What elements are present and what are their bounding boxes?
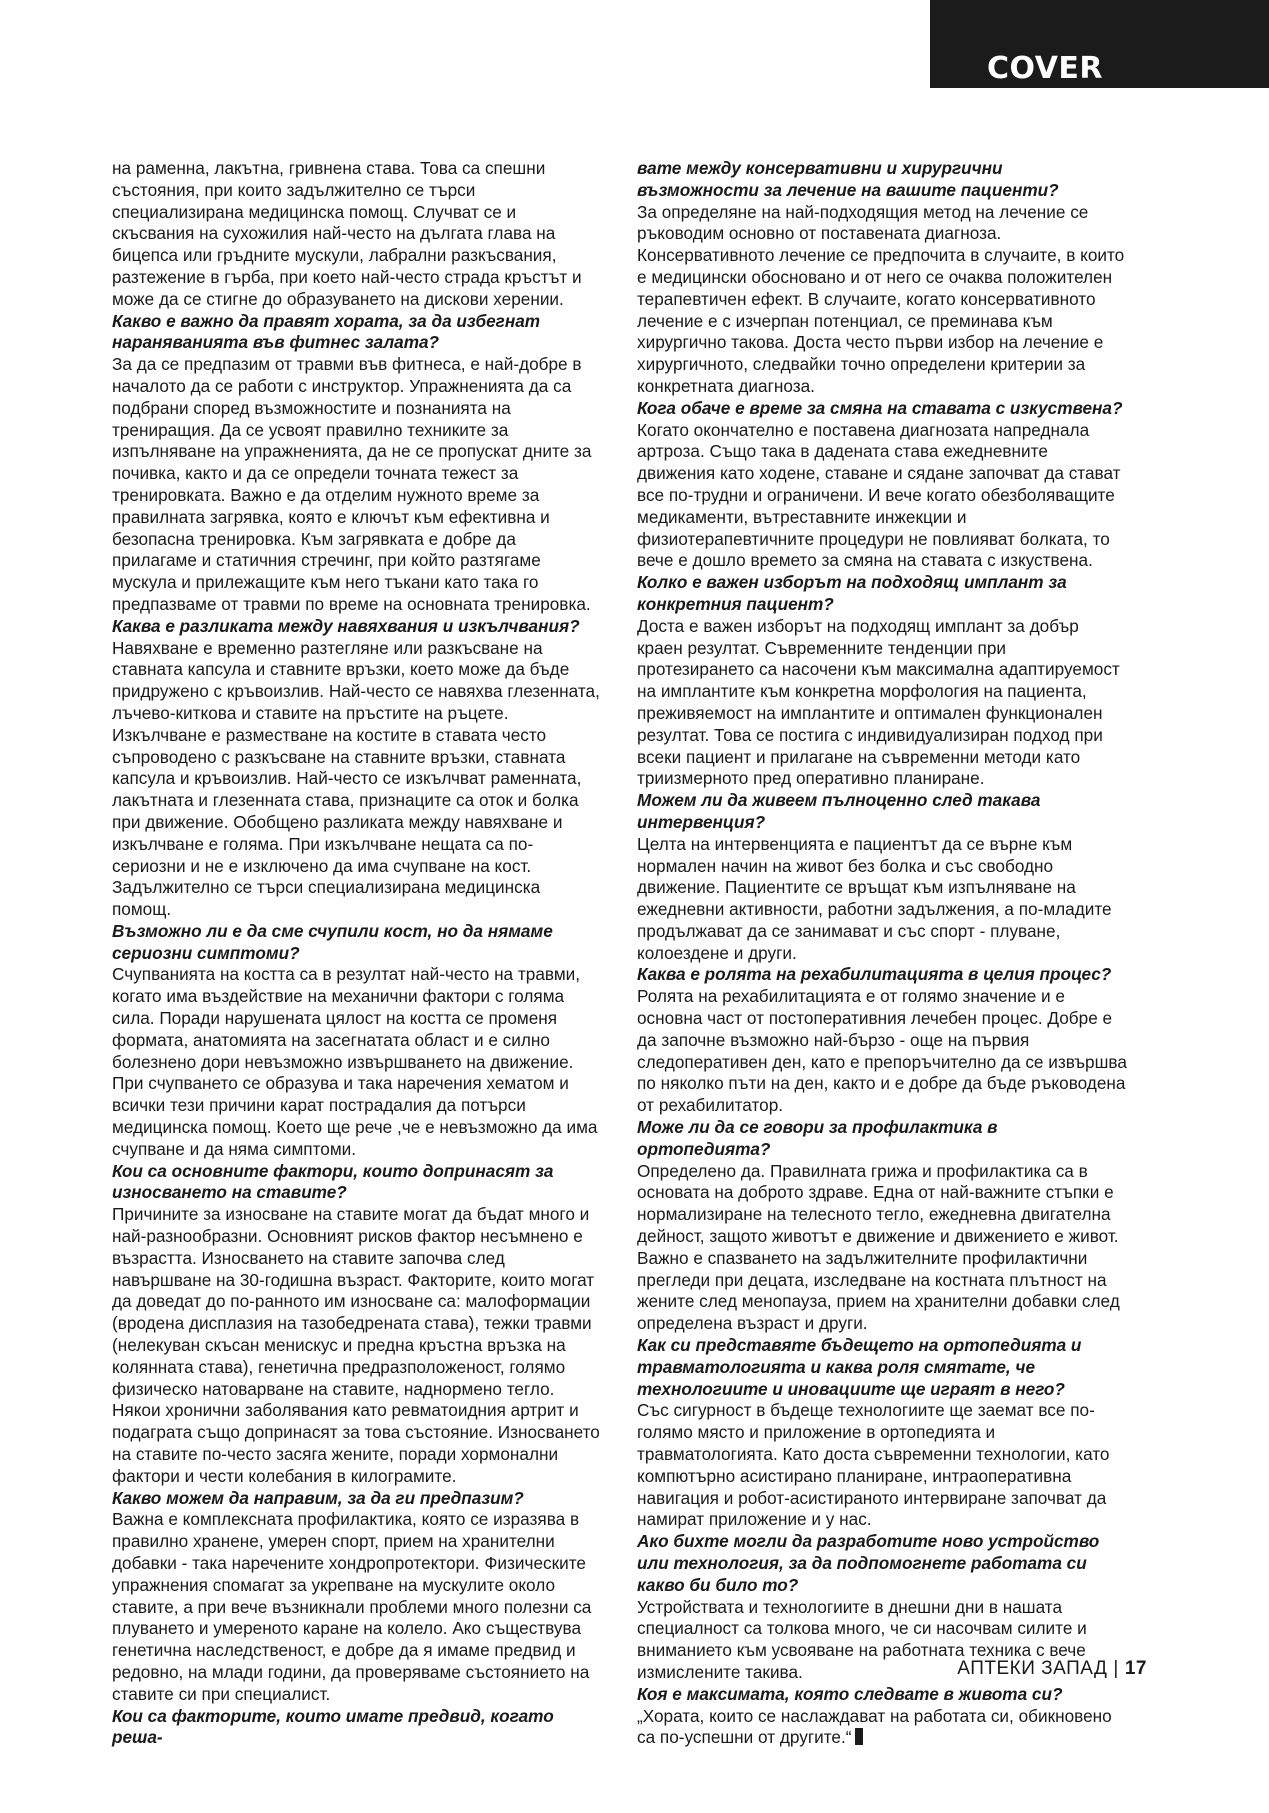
interview-answer — [637, 1706, 1127, 1750]
question-text: Коя е максимата, която следвате в живота си? — [637, 1683, 1063, 1704]
answer-text: Целта на интервенцията е пациентът да се върне към нормален начин на живот без болка и със свободно движение. Пациентите се връщат към изпълняване на ежедневни активности, работни задължения, а по-младите продължават да се занимават и със спорт - плуване, колоездене и други. — [637, 833, 1112, 963]
answer-text: Важна е комплексната профилактика, която се изразява в правилно хранене, умерен спорт, прием на хранителни добавки - така наречените хондропротектори. Физическите упражнения спомагат за укрепване на мускулите около ставите, а при вече възникнали проблеми много полезни са плуването и умереното каране на колело. Ако съществува генетична наследственост, е добре да я имаме предвид и редовно, на млади години, да проверяваме състоянието на ставите си при специалист. — [112, 1509, 592, 1704]
interview-question — [112, 921, 600, 965]
question-text: Какво е важно да правят хората, за да избегнат нараняванията във фитнес залата? — [112, 310, 541, 353]
answer-text: Причините за износване на ставите могат да бъдат много и най-разнообразни. Основният рисков фактор несъмнено е възрастта. Износването на ставите започва след навършване на 30-годишна възраст. Факторите, които могат да доведат до по-ранното им износване са: малоформации (вродена дисплазия на тазобедрената става), тежки травми (нелекуван скъсан менискус и предна кръстна връзка на колянната става), генетична предразположеност, голямо физическо натоварване на ставите, наднормено тегло. Някои хронични заболявания като ревматоидния артрит и подаграта също допринасят за това състояние. Износването на ставите по-често засяга жените, поради хормонални фактори и чести колебания в килограмите. — [112, 1204, 600, 1486]
interview-question — [637, 790, 1127, 834]
interview-answer — [112, 964, 600, 1160]
interview-answer — [637, 202, 1127, 398]
interview-question — [637, 1117, 1127, 1161]
interview-question — [112, 1706, 600, 1750]
interview-question — [637, 398, 1127, 420]
question-text: Какво можем да направим, за да ги предпазим? — [112, 1487, 524, 1508]
question-text: Как си представяте бъдещето на ортопедията и травматологията и каква роля смятате, че технологиите и иновациите ще играят в него? — [637, 1335, 1082, 1399]
question-text: Възможно ли е да сме счупили кост, но да нямаме сериозни симптоми? — [112, 920, 553, 963]
answer-text: Навяхване е временно разтегляне или разкъсване на ставната капсула и ставните връзки, което може да бъде придружено с кръвоизлив. Най-често се навяхва глезенната, лъчево-китковa и ставите на пръстите на ръцете. Изкълчване е разместване на костите в ставата често съпроводено с разкъсване на ставните връзки, ставната капсула и кръвоизлив. Най-често се изкълчват раменната, лакътната и глезенната става, признаците са оток и болка при движение. Обобщено разликата между навяхване и изкълчване е голяма. При изкълчване нещата са по-сериозни и не е изключено да има счупване на кост. Задължително се търси специализирана медицинска помощ. — [112, 637, 600, 920]
interview-answer — [637, 616, 1127, 790]
interview-question — [112, 616, 600, 638]
answer-text: Определено да. Правилната грижа и профилактика са в основата на доброто здраве. Една от най-важните стъпки е нормализиране на телесното тегло, ежедневна двигателна дейност, защото животът е движение и движението е живот. Важно е спазването на задължителните профилактични прегледи при децата, изследване на костната плътност на жените след менопауза, прием на хранителни добавки след определена възраст и други. — [637, 1160, 1120, 1334]
article-column-right — [637, 158, 1127, 1749]
answer-text: Ролята на рехабилитацията е от голямо значение и е основна част от постоперативния лечебен процес. Добре е да започне възможно най-бързо - още на първия следоперативен ден, като е препоръчително да се извършва по няколко пъти на ден, както и е добре да бъде ръководена от рехабилитатор. — [637, 986, 1127, 1116]
answer-text: „Хората, които се наслаждават на работата си, обикновено са по-успешни от другите.“ — [637, 1705, 1112, 1748]
interview-answer — [637, 834, 1127, 965]
interview-question — [637, 964, 1127, 986]
interview-question — [637, 1335, 1127, 1400]
page-footer — [957, 1658, 1147, 1680]
answer-text: Когато окончателно е поставена диагнозата напреднала артроза. Също така в дадената става ежедневните движения като ходене, ставане и сядане започват да стават все по-трудни и ограничени. И вече когато обезболяващите медикаменти, вътреставните инжекции и физиотерапевтичните процедури не повлияват болката, то вече е дошло времето за смяна на ставата с изкуствена. — [637, 419, 1121, 571]
article-column-left — [112, 158, 600, 1749]
footer-separator: | — [1113, 1658, 1119, 1679]
question-text: Колко е важен изборът на подходящ имплант за конкретния пациент? — [637, 572, 1067, 614]
interview-question — [637, 158, 1127, 202]
answer-text: За да се предпазим от травми във фитнеса, е най-добре в началото да се работи с инструктор. Упражненията да са подбрани според възможностите и познанията на трениращия. Да се усвоят правилно техниките за изпълняване на упражненията, да не се пропускат дните за почивка, както и да се определи точната тежест за тренировката. Важно е да отделим нужното време за правилната загрявка, която е ключът към ефективна и безопасна тренировка. Към загрявката е добре да прилагаме и статичния стречинг, при който разтягаме мускула и прилежащите към него тъкани като така го предпазваме от травми по време на основната тренировка. — [112, 354, 592, 614]
interview-question — [637, 1684, 1127, 1706]
interview-answer — [637, 420, 1127, 573]
interview-question — [112, 1161, 600, 1205]
question-text: Можем ли да живеем пълноценно след такава интервенция? — [637, 790, 1041, 832]
question-text: Може ли да се говори за профилактика в ортопедията? — [637, 1117, 998, 1159]
question-text: Каква е разликата между навяхвания и изкълчвания? — [112, 615, 580, 636]
answer-text: За определяне на най-подходящия метод на лечение се ръководим основно от поставената диагноза. Консервативното лечение се предпочита в случаите, в които е медицински обосновано и от него се очаква положителен терапевтичен ефект. В случаите, когато консервативното лечение е с изчерпан потенциал, се преминава към хирургично такова. Доста често първи избор на лечение е хирургичното, следвайки точно определени критерии за конкретната диагноза. — [637, 201, 1125, 396]
answer-text: Доста е важен изборът на подходящ имплант за добър краен резултат. Съвременните тенденции при протезирането са насочени към максимална адаптируемост на имплантите към конкретна морфология на пациента, преживяемост на имплантите и оптимален функционален резултат. Това се постига с индивидуализиран подход при всеки пациент и прилагане на съвременни методи като триизмерното пред оперативно планиране. — [637, 615, 1120, 789]
question-text: Кои са факторите, които имате предвид, когато реша- — [112, 1705, 554, 1748]
question-text: Кога обаче е време за смяна на ставата с изкуствена? — [637, 397, 1123, 418]
question-text: Каква е ролята на рехабилитацията в целия процес? — [637, 964, 1112, 985]
interview-answer — [112, 354, 600, 616]
interview-answer — [112, 158, 600, 311]
page-number: 17 — [1124, 1658, 1147, 1679]
answer-text: Със сигурност в бъдеще технологиите ще заемат все по-голямо място и приложение в ортопедията и травматологията. Като доста съвременни технологии, като компютърно асистирано планиране, интраоперативна навигация и робот-асистираното интервиране започват да намират приложение и у нас. — [637, 1400, 1110, 1530]
interview-answer — [112, 1509, 600, 1705]
interview-question — [112, 1488, 600, 1510]
interview-answer — [112, 1204, 600, 1487]
answer-text: Счупванията на костта са в резултат най-често на травми, когато има въздействие на механични фактори с голяма сила. Поради нарушената цялост на костта се променя формата, анатомията на засегнатата област и е силно болезнено дори невъзможно извършването на движение. При счупването се образува и така наречения хематом и всички тези причини карат пострадалия да потърси медицинска помощ. Което ще рече ,че е невъзможно да има счупване и да няма симптоми. — [112, 964, 598, 1159]
section-label: COVER STORY — [986, 51, 1104, 120]
interview-answer — [637, 1161, 1127, 1335]
interview-question — [112, 311, 600, 355]
end-of-article-mark — [855, 1728, 863, 1745]
interview-question — [637, 1531, 1127, 1596]
publication-name: АПТЕКИ ЗАПАД — [957, 1658, 1108, 1679]
question-text: вате между консервативни и хирургични възможности за лечение на вашите пациенти? — [637, 158, 1059, 200]
answer-text: на раменна, лакътна, гривнена става. Това са спешни състояния, при които задължително се търси специализирана медицинска помощ. Случват се и скъсвания на сухожилия най-често на дългата глава на бицепса или гръдните мускули, лабрални разкъсвания, разтежение в гърба, при което най-често страда кръстът и може да се стигне до образуването на дискови херении. — [112, 158, 582, 309]
question-text: Кои са основните фактори, които допринасят за износването на ставите? — [112, 1160, 554, 1203]
question-text: Ако бихте могли да разработите ново устройство или технология, за да подпомогнете работата си какво би било то? — [637, 1531, 1100, 1595]
interview-answer — [112, 638, 600, 921]
answer-text: Устройствата и технологиите в днешни дни в нашата специалност са толкова много, че си насочвам силите и вниманието към усвояване на работната техника с вече измислените такива. — [637, 1596, 1087, 1682]
interview-answer — [637, 1400, 1127, 1531]
interview-answer — [637, 986, 1127, 1117]
interview-question — [637, 572, 1127, 616]
